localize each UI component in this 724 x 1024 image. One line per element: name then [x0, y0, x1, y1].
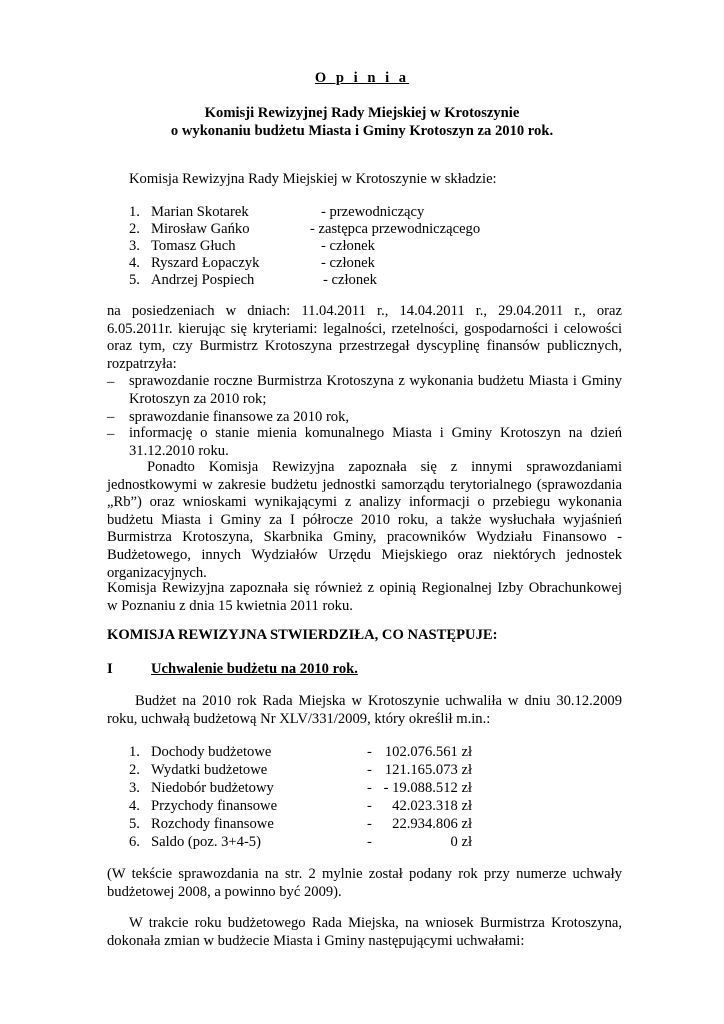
paragraph-line: roku, uchwałą budżetową Nr XLV/331/2009, który określił m.in.: [107, 710, 491, 727]
paragraph-rio-opinion [107, 580, 622, 615]
budget-row-value: 121.165.073 zł [384, 762, 472, 778]
budget-row-label: Niedobór budżetowy [151, 780, 274, 796]
paragraph-correction-note [107, 866, 622, 901]
paragraph-line: Ponadto Komisja Rewizyjna zapoznała się z innymi sprawozdaniami [147, 459, 622, 475]
member-role: - przewodniczący [321, 204, 425, 220]
paragraph-budget-adoption [107, 693, 622, 728]
section-title: Uchwalenie budżetu na 2010 rok. [151, 661, 358, 677]
member-role: - członek [321, 238, 375, 254]
member-number: 3. [129, 238, 140, 254]
paragraph-line: rozpatrzyła: [107, 355, 177, 372]
member-name: Andrzej Pospiech [151, 272, 255, 288]
dash-bullet-icon: – [107, 374, 115, 390]
list-item-line: Krotoszyn za 2010 rok; [129, 390, 267, 407]
paragraph-line: budżetu Miasta i Gminy za I półrocze 2010 roku, a także wysłuchała wyjaśnień [107, 511, 622, 528]
budget-row-label: Rozchody finansowe [151, 816, 274, 832]
budget-row-value: 0 zł [450, 834, 472, 850]
budget-row-value: 42.023.318 zł [392, 798, 472, 814]
budget-row-value: 22.934.806 zł [392, 816, 472, 832]
paragraph-line: jednostkowymi w zakresie budżetu jednostki samorządu terytorialnego (sprawozdania [107, 476, 622, 493]
budget-row-dash: - [367, 780, 372, 796]
member-number: 2. [129, 221, 140, 237]
budget-row-label: Przychody finansowe [151, 798, 278, 814]
member-role: - członek [321, 255, 375, 271]
member-name: Marian Skotarek [151, 204, 249, 220]
member-name: Ryszard Łopaczyk [151, 255, 260, 271]
member-role: - członek [323, 272, 377, 288]
budget-row-number: 2. [129, 762, 140, 778]
list-item-line: sprawozdanie roczne Burmistrza Krotoszyna z wykonania budżetu Miasta i Gminy [129, 373, 622, 389]
paragraph-line: „Rb”) oraz wnioskami wynikającymi z analizy informacji o przebiegu wykonania [107, 494, 622, 511]
paragraph-line: Budżet na 2010 rok Rada Miejska w Krotoszynie uchwaliła w dniu 30.12.2009 [135, 693, 622, 709]
member-name: Tomasz Głuch [151, 238, 236, 254]
paragraph-line: budżetowej 2008, a powinno być 2009). [107, 883, 342, 900]
paragraph-line: organizacyjnych. [107, 564, 207, 581]
member-name: Mirosław Gańko [151, 221, 250, 237]
list-item-line: 31.12.2010 roku. [129, 442, 229, 459]
paragraph-line: (W tekście sprawozdania na str. 2 mylnie został podany rok przy numerze uchwały [107, 866, 622, 882]
budget-row-label: Saldo (poz. 3+4-5) [151, 834, 261, 850]
paragraph-budget-changes [107, 915, 622, 950]
paragraph-line: Budżetowego, innych Wydziałów Urzędu Miejskiego oraz niektórych jednostek [107, 546, 622, 563]
list-item [129, 425, 622, 460]
dash-bullet-icon: – [107, 426, 115, 442]
budget-row-value: 102.076.561 zł [384, 744, 472, 760]
paragraph-line: 6.05.2011r. kierując się kryteriami: legalności, rzetelności, gospodarności i celowości [107, 320, 622, 337]
budget-row-dash: - [367, 834, 372, 850]
paragraph-line: W trakcie roku budżetowego Rada Miejska, na wniosek Burmistrza Krotoszyna, [129, 915, 622, 931]
paragraph-line: Komisja Rewizyjna zapoznała się również z opinią Regionalnej Izby Obrachunkowej [107, 580, 622, 596]
budget-row-number: 6. [129, 834, 140, 850]
paragraph-line: oraz tym, czy Burmistrz Krotoszyna przestrzegał dyscyplinę finansów publicznych, [107, 338, 622, 355]
list-item [129, 373, 622, 408]
document-subtitle-line-1: Komisji Rewizyjnej Rady Miejskiej w Krotoszynie [204, 105, 520, 121]
document-subtitle-line-2: o wykonaniu budżetu Miasta i Gminy Krotoszyn za 2010 rok. [170, 123, 554, 139]
budget-row-number: 5. [129, 816, 140, 832]
budget-row-label: Wydatki budżetowe [151, 762, 268, 778]
budget-row-dash: - [367, 798, 372, 814]
budget-row-number: 1. [129, 744, 140, 760]
budget-row-value: - 19.088.512 zł [383, 780, 472, 796]
paragraph-other-reports [107, 459, 622, 582]
budget-row-number: 4. [129, 798, 140, 814]
budget-row-label: Dochody budżetowe [151, 744, 272, 760]
paragraph-line: dokonała zmian w budżecie Miasta i Gminy następującymi uchwałami: [107, 932, 525, 949]
paragraph-line: w Poznaniu z dnia 15 kwietnia 2011 roku. [107, 597, 353, 614]
list-item-line: informację o stanie mienia komunalnego Miasta i Gminy Krotoszyn na dzień [129, 425, 622, 441]
intro-text: Komisja Rewizyjna Rady Miejskiej w Krotoszynie w składzie: [129, 171, 497, 187]
budget-row-dash: - [367, 816, 372, 832]
paragraph-line: Burmistrza Krotoszyna, Skarbnika Gminy, pracowników Wydziału Finansowo - [107, 529, 622, 546]
section-heading-findings: KOMISJA REWIZYJNA STWIERDZIŁA, CO NASTĘPUJE: [107, 627, 498, 643]
member-number: 1. [129, 204, 140, 220]
paragraph-line: na posiedzeniach w dniach: 11.04.2011 r., 14.04.2011 r., 29.04.2011 r., oraz [107, 303, 622, 319]
budget-row-dash: - [367, 744, 372, 760]
document-title: O p i n i a [314, 70, 410, 86]
member-number: 4. [129, 255, 140, 271]
member-number: 5. [129, 272, 140, 288]
list-item: sprawozdanie finansowe za 2010 rok, [129, 409, 350, 425]
budget-row-dash: - [367, 762, 372, 778]
dash-bullet-icon: – [107, 409, 115, 425]
paragraph-meetings [107, 303, 622, 373]
member-role: - zastępca przewodniczącego [310, 221, 481, 237]
budget-row-number: 3. [129, 780, 140, 796]
section-number: I [107, 661, 113, 677]
